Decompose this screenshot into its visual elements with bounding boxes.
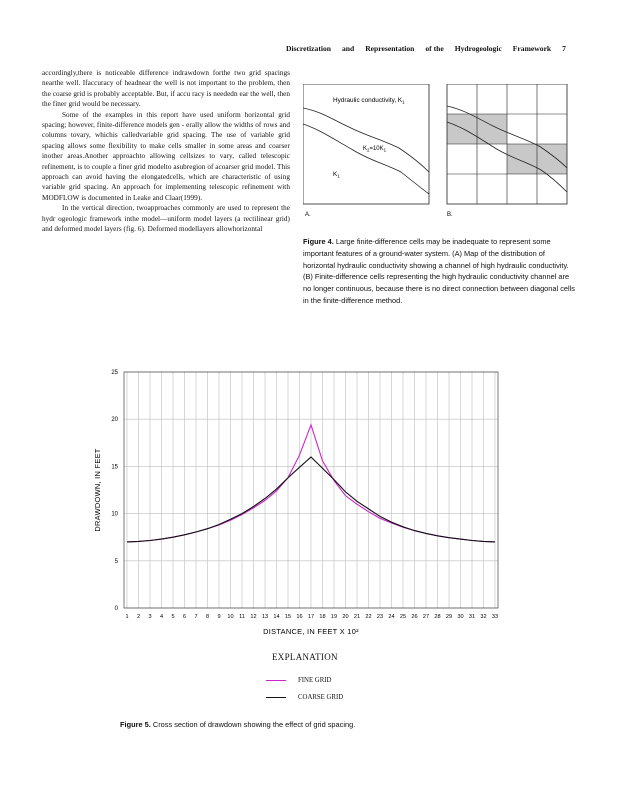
legend-item-fine-grid bbox=[266, 677, 331, 684]
figure-4 bbox=[303, 84, 575, 218]
grid-lines bbox=[447, 84, 567, 204]
x-tick-label: 9 bbox=[217, 614, 221, 620]
x-tick-label: 4 bbox=[159, 614, 164, 620]
x-tick-label: 14 bbox=[273, 614, 280, 620]
header-word: Discretization bbox=[286, 44, 331, 53]
x-tick-label: 27 bbox=[422, 614, 430, 620]
x-tick-label: 33 bbox=[491, 614, 499, 620]
x-tick-label: 2 bbox=[136, 614, 141, 620]
x-tick-label: 11 bbox=[239, 614, 245, 620]
drawdown-chart-svg bbox=[86, 362, 516, 642]
body-paragraph: Some of the examples in this report have used uniform horizontal grid spacing; however, finite-difference models gen - erally allow the widths of rows and columns tovary, whichis calledvariable grid spacing. The use of variable grid spacing allows some flexibility to make cells smaller in some areas and coarser inother areas.Another approachto allowing cellsizes to vary, called telescopic refinement, is to couple a finer grid modelto asubregion of acoarser grid model. This approach can avoid having the elongatedcells, which are characteristic of using variable grid spacing. An approach for implementing telescopic refinement with MODFLOW is documented in Leake and Claar(1999). bbox=[42, 110, 290, 202]
x-tick-label: 17 bbox=[307, 614, 315, 620]
x-tick-label: 24 bbox=[388, 614, 395, 620]
figure-4-caption bbox=[303, 236, 575, 307]
label-k1-lower: $K_1$ bbox=[333, 171, 340, 179]
body-text-column bbox=[42, 68, 290, 235]
x-tick-label: 31 bbox=[468, 614, 476, 620]
caption-text: Large finite-difference cells may be inadequate to represent some important features of a ground-water system. (A) Map of the distribution of horizontal hydraulic conductivity showing a channel of high hydraulic conductivity. (B) Finite-difference cells representing the high hydraulic conductivity channel are no longer continuous, because there is no direct connection between diagonal cells in the finite-difference method. bbox=[303, 237, 575, 305]
legend-label: COARSE GRID bbox=[298, 694, 344, 701]
caption-text: Cross section of drawdown showing the effect of grid spacing. bbox=[150, 720, 356, 729]
x-tick-label: 30 bbox=[457, 614, 464, 620]
running-header bbox=[286, 44, 566, 53]
shaded-cell bbox=[507, 144, 537, 174]
legend-swatch bbox=[266, 697, 286, 698]
x-tick-label: 25 bbox=[399, 614, 407, 620]
label-k1: Hydraulic conductivity, $K_1$ bbox=[333, 97, 405, 105]
x-tick-label: 13 bbox=[261, 614, 269, 620]
x-tick-label: 28 bbox=[434, 614, 441, 620]
y-axis-label: DRAWDOWN, IN FEET bbox=[93, 448, 102, 532]
y-tick-label: 15 bbox=[111, 464, 118, 471]
y-tick-label: 5 bbox=[114, 558, 118, 565]
header-word: Framework bbox=[512, 44, 552, 53]
x-tick-label: 32 bbox=[480, 614, 487, 620]
x-tick-label: 10 bbox=[227, 614, 234, 620]
x-tick-label: 29 bbox=[445, 614, 453, 620]
x-tick-label: 15 bbox=[284, 614, 292, 620]
header-word: Representation bbox=[365, 44, 415, 53]
label-k2: $K_2=10K_1$ bbox=[363, 146, 387, 153]
panel-b-label: B. bbox=[447, 212, 453, 218]
x-tick-label: 3 bbox=[148, 614, 152, 620]
explanation-heading: EXPLANATION bbox=[272, 652, 338, 662]
legend-item-coarse-grid bbox=[266, 694, 343, 701]
y-tick-label: 0 bbox=[114, 606, 118, 612]
x-tick-label: 20 bbox=[342, 614, 349, 620]
x-tick-label: 5 bbox=[171, 614, 175, 620]
drawdown-chart bbox=[86, 362, 516, 642]
figure-5-caption bbox=[120, 720, 540, 729]
x-tick-label: 19 bbox=[330, 614, 338, 620]
shaded-cell bbox=[537, 144, 567, 174]
x-tick-label: 22 bbox=[365, 614, 372, 620]
panel-a-label: A. bbox=[305, 212, 311, 218]
y-tick-label: 20 bbox=[111, 417, 118, 424]
x-tick-label: 26 bbox=[411, 614, 418, 620]
shaded-cell bbox=[447, 114, 477, 144]
legend-swatch bbox=[266, 680, 286, 681]
header-word: Hydrogeologic bbox=[454, 44, 502, 53]
legend-label: FINE GRID bbox=[298, 677, 332, 684]
page-number: 7 bbox=[562, 44, 566, 53]
panel-b bbox=[447, 84, 567, 218]
x-axis-label: DISTANCE, IN FEET X 10² bbox=[263, 627, 359, 636]
x-tick-label: 1 bbox=[125, 614, 129, 620]
x-tick-label: 12 bbox=[250, 614, 257, 620]
x-tick-label: 18 bbox=[319, 614, 326, 620]
header-word: of the bbox=[425, 44, 444, 53]
figure-4-diagram bbox=[303, 84, 575, 218]
y-tick-label: 10 bbox=[111, 511, 118, 518]
x-tick-label: 16 bbox=[296, 614, 303, 620]
x-tick-label: 21 bbox=[353, 614, 361, 620]
x-tick-label: 23 bbox=[376, 614, 384, 620]
x-tick-label: 6 bbox=[182, 614, 187, 620]
x-tick-label: 7 bbox=[194, 614, 198, 620]
header-word: and bbox=[341, 44, 355, 53]
caption-title: Figure 4. bbox=[303, 237, 334, 246]
body-paragraph: accordingly,there is noticeable difference indrawdown forthe two grid spacings nearthe well. Ifaccuracy of headnear the well is not important to the problem, then the coarse grid is probably acceptable. But, if accu racy is neededn ear the well, then the finer grid would be necessary. bbox=[42, 69, 290, 109]
y-tick-label: 25 bbox=[111, 370, 118, 376]
body-paragraph: In the vertical direction, twoapproaches commonly are used to represent the hydr ogeologic framework inthe model—uniform model layers (a rectilinear grid) and deformed model layers (fig. 6). Deformed modellayers allowhorizontal bbox=[42, 204, 290, 234]
x-tick-label: 8 bbox=[205, 614, 210, 620]
caption-title: Figure 5. bbox=[120, 720, 151, 729]
